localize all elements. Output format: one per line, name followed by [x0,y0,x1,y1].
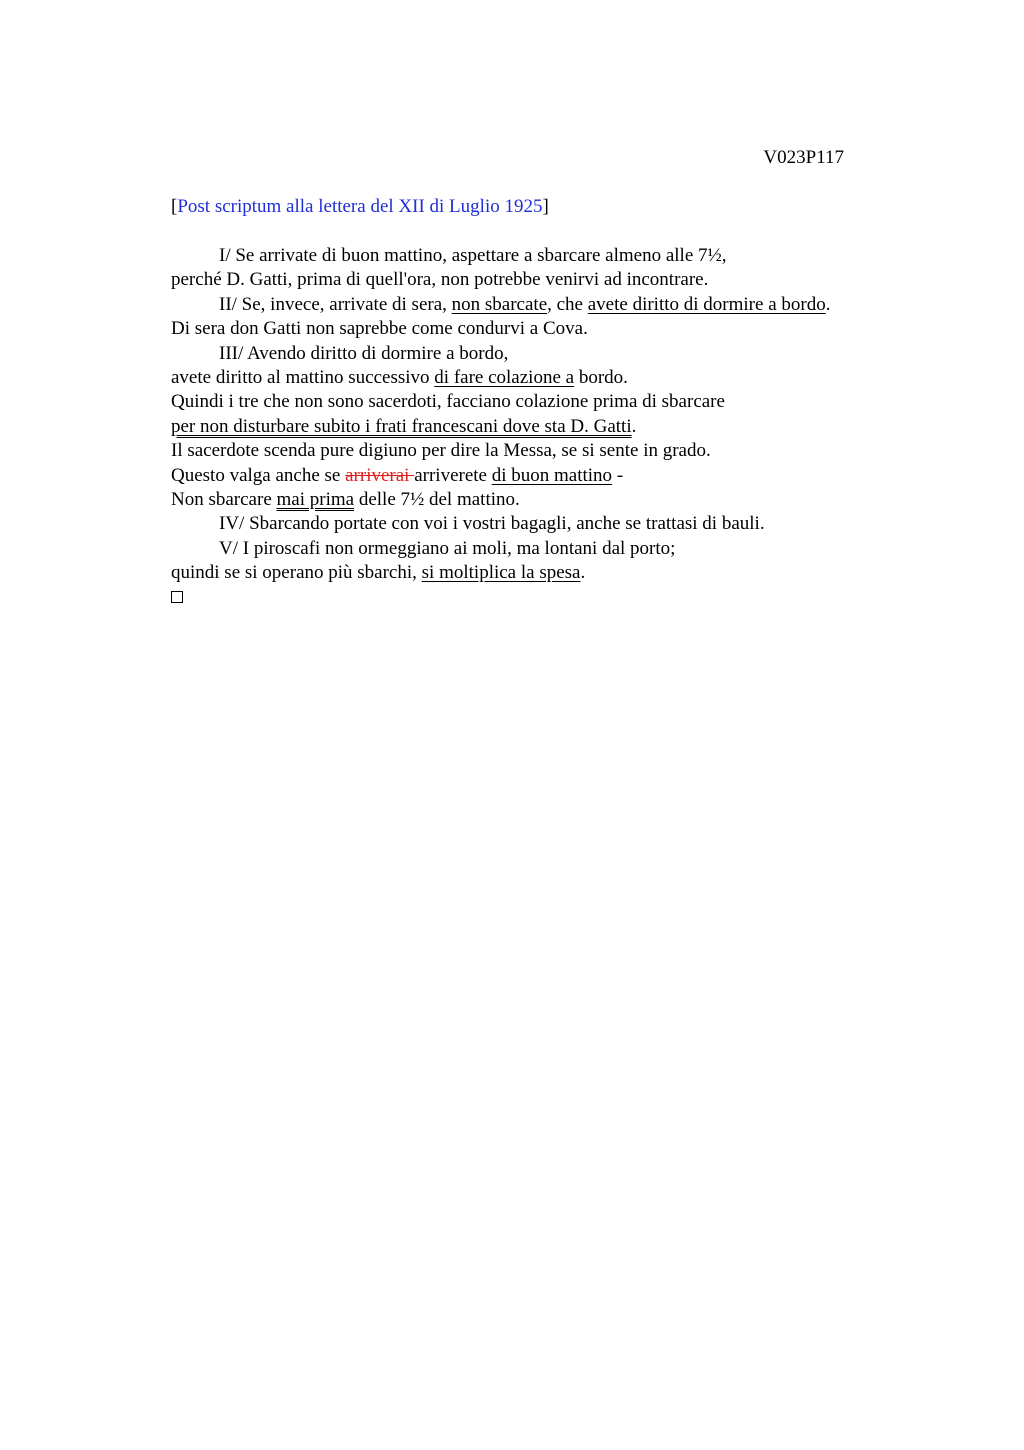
text-line-9: Il sacerdote scenda pure digiuno per dire la Messa, se si sente in grado. [171,440,711,462]
text-line-1: I/ Se arrivate di buon mattino, aspettare a sbarcare almeno alle 7½, [219,245,727,266]
heading-open-bracket: [ [171,196,178,217]
underlined-text: non sbarcate [451,293,548,315]
text-segment: - [612,464,624,486]
text-segment: . [631,415,637,437]
double-underlined-text: per non disturbare subito i frati francescani dove sta D. Gatti [171,415,632,437]
text-segment: . [580,562,586,584]
heading-close-bracket: ] [542,196,549,217]
text-segment: . [825,293,831,315]
text-line-7: Quindi i tre che non sono sacerdoti, facciano colazione prima di sbarcare [171,391,725,413]
text-line-3 [171,293,931,317]
page-identifier: V023P117 [763,147,844,168]
text-line-6 [171,366,931,390]
letter-body [171,244,931,610]
text-segment: II/ Se, invece, arrivate di sera, [219,293,452,315]
text-segment: bordo. [574,366,628,388]
text-line-14 [171,561,931,585]
underlined-text: avete diritto di dormire a bordo [587,293,826,315]
text-line-13: V/ I piroscafi non ormeggiano ai moli, ma lontani dal porto; [219,537,676,559]
deleted-text: arriverai [345,464,415,486]
text-segment: delle 7½ del mattino. [354,488,520,510]
text-segment: quindi se si operano più sbarchi, [171,562,422,584]
underlined-text: di fare colazione a [434,366,575,388]
double-underlined-text: mai prima [276,488,355,510]
underlined-text: di buon mattino [491,464,613,486]
text-line-2: perché D. Gatti, prima di quell'ora, non potrebbe venirvi ad incontrare. [171,269,709,291]
text-line-10 [171,464,931,488]
end-marker-line [171,585,931,609]
document-heading [171,195,549,219]
text-segment: arriverete [414,464,492,486]
text-line-12: IV/ Sbarcando portate con voi i vostri bagagli, anche se trattasi di bauli. [219,513,765,535]
text-segment: , che [547,293,588,315]
underlined-text: si moltiplica la spesa [421,562,581,584]
text-line-5: III/ Avendo diritto di dormire a bordo, [219,342,509,364]
text-segment: avete diritto al mattino successivo [171,366,435,388]
text-segment: Questo valga anche se [171,464,346,486]
text-segment: Non sbarcare [171,488,277,510]
heading-title: Post scriptum alla lettera del XII di Luglio 1925 [177,196,543,217]
square-outline-icon [171,591,183,603]
text-line-4: Di sera don Gatti non saprebbe come condurvi a Cova. [171,318,588,340]
text-line-11 [171,488,931,512]
text-line-8 [171,415,931,439]
